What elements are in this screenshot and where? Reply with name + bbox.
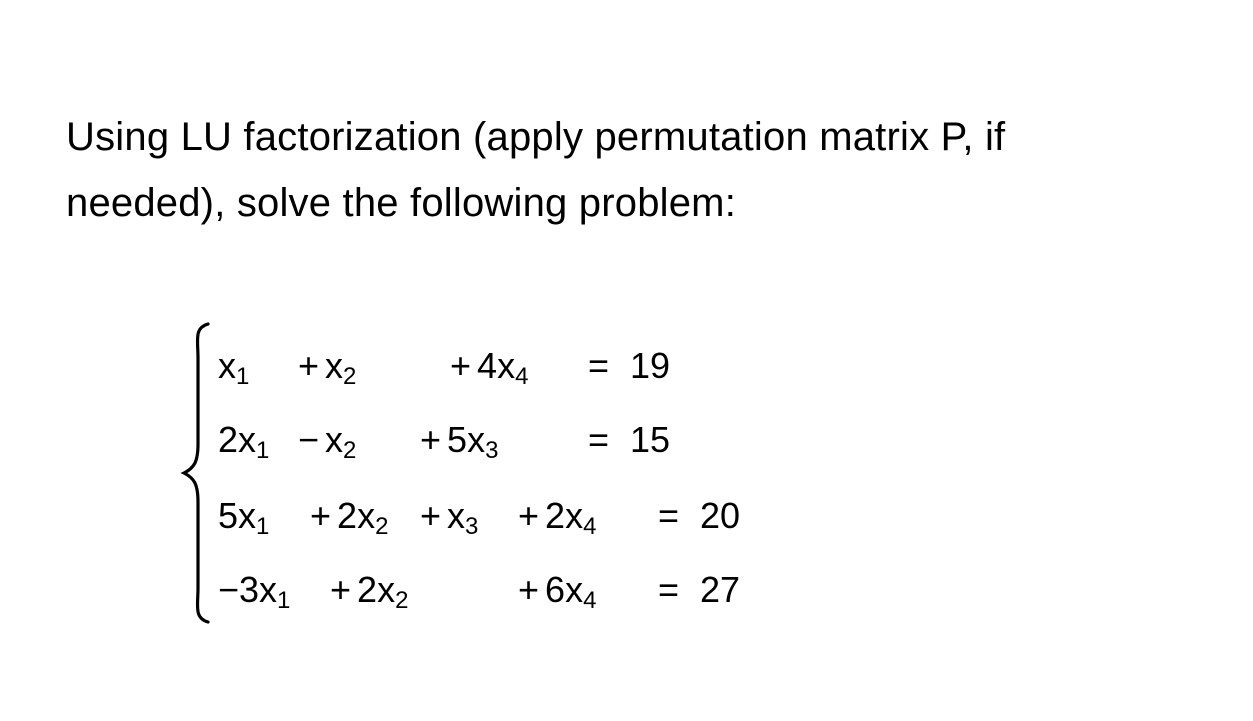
equation-3-term-c (414, 486, 478, 546)
variable: x (325, 419, 344, 460)
variable: x (259, 569, 278, 610)
equation-3-term-d (512, 486, 596, 546)
variable-subscript: 2 (375, 513, 389, 540)
operator: + (310, 495, 332, 536)
right-hand-side: 15 (630, 419, 671, 460)
equals-sign: = (588, 419, 610, 460)
coefficient: 5 (218, 495, 239, 536)
coefficient: 5 (447, 419, 468, 460)
left-brace-icon (178, 318, 218, 628)
coefficient: 4 (477, 345, 498, 386)
operator: + (420, 495, 442, 536)
variable-subscript: 4 (583, 513, 597, 540)
coefficient: 2 (218, 419, 239, 460)
variable-subscript: 1 (256, 437, 270, 464)
variable: x (218, 345, 236, 386)
variable-subscript: 2 (343, 363, 357, 390)
variable-subscript: 1 (277, 587, 291, 614)
equation-4-term-a (218, 560, 290, 620)
equals-sign: = (588, 345, 610, 386)
right-hand-side: 20 (700, 495, 741, 536)
variable: x (357, 495, 376, 536)
variable-subscript: 4 (583, 587, 597, 614)
operator: + (450, 345, 472, 386)
variable: x (565, 569, 584, 610)
variable: x (238, 495, 257, 536)
coefficient: −3 (218, 569, 260, 610)
linear-system (178, 318, 798, 628)
equation-4-term-b (324, 560, 408, 620)
coefficient: 2 (357, 569, 378, 610)
problem-statement-line-1: Using LU factorization (apply permutation matrix P, if (66, 115, 1006, 159)
equation-1-term-d (444, 336, 528, 396)
operator: + (518, 495, 540, 536)
equation-2-term-c (414, 410, 498, 470)
equation-2-term-a (218, 410, 269, 470)
variable: x (497, 345, 516, 386)
variable: x (377, 569, 396, 610)
right-hand-side: 19 (630, 345, 671, 386)
problem-statement (66, 104, 1206, 236)
variable-subscript: 3 (485, 437, 499, 464)
equals-sign: = (658, 569, 680, 610)
coefficient: 6 (545, 569, 566, 610)
equation-1-term-a (218, 336, 249, 396)
coefficient: 2 (545, 495, 566, 536)
variable: x (467, 419, 486, 460)
variable-subscript: 1 (236, 363, 250, 390)
variable: x (238, 419, 257, 460)
problem-statement-line-2: needed), solve the following problem: (66, 181, 737, 225)
variable-subscript: 1 (256, 513, 270, 540)
variable-subscript: 2 (343, 437, 357, 464)
operator: + (298, 345, 320, 386)
operator: + (518, 569, 540, 610)
variable: x (565, 495, 584, 536)
variable-subscript: 4 (515, 363, 529, 390)
variable-subscript: 3 (465, 513, 479, 540)
coefficient: 2 (337, 495, 358, 536)
right-hand-side: 27 (700, 569, 741, 610)
equation-3-term-a (218, 486, 269, 546)
variable: x (325, 345, 344, 386)
operator: + (420, 419, 442, 460)
operator: + (330, 569, 352, 610)
equation-3-term-b (304, 486, 388, 546)
operator: − (298, 419, 320, 460)
equation-4-term-d (512, 560, 596, 620)
variable-subscript: 2 (395, 587, 409, 614)
equation-1-term-b (292, 336, 356, 396)
variable: x (447, 495, 466, 536)
equals-sign: = (658, 495, 680, 536)
equation-2-term-b (292, 410, 356, 470)
